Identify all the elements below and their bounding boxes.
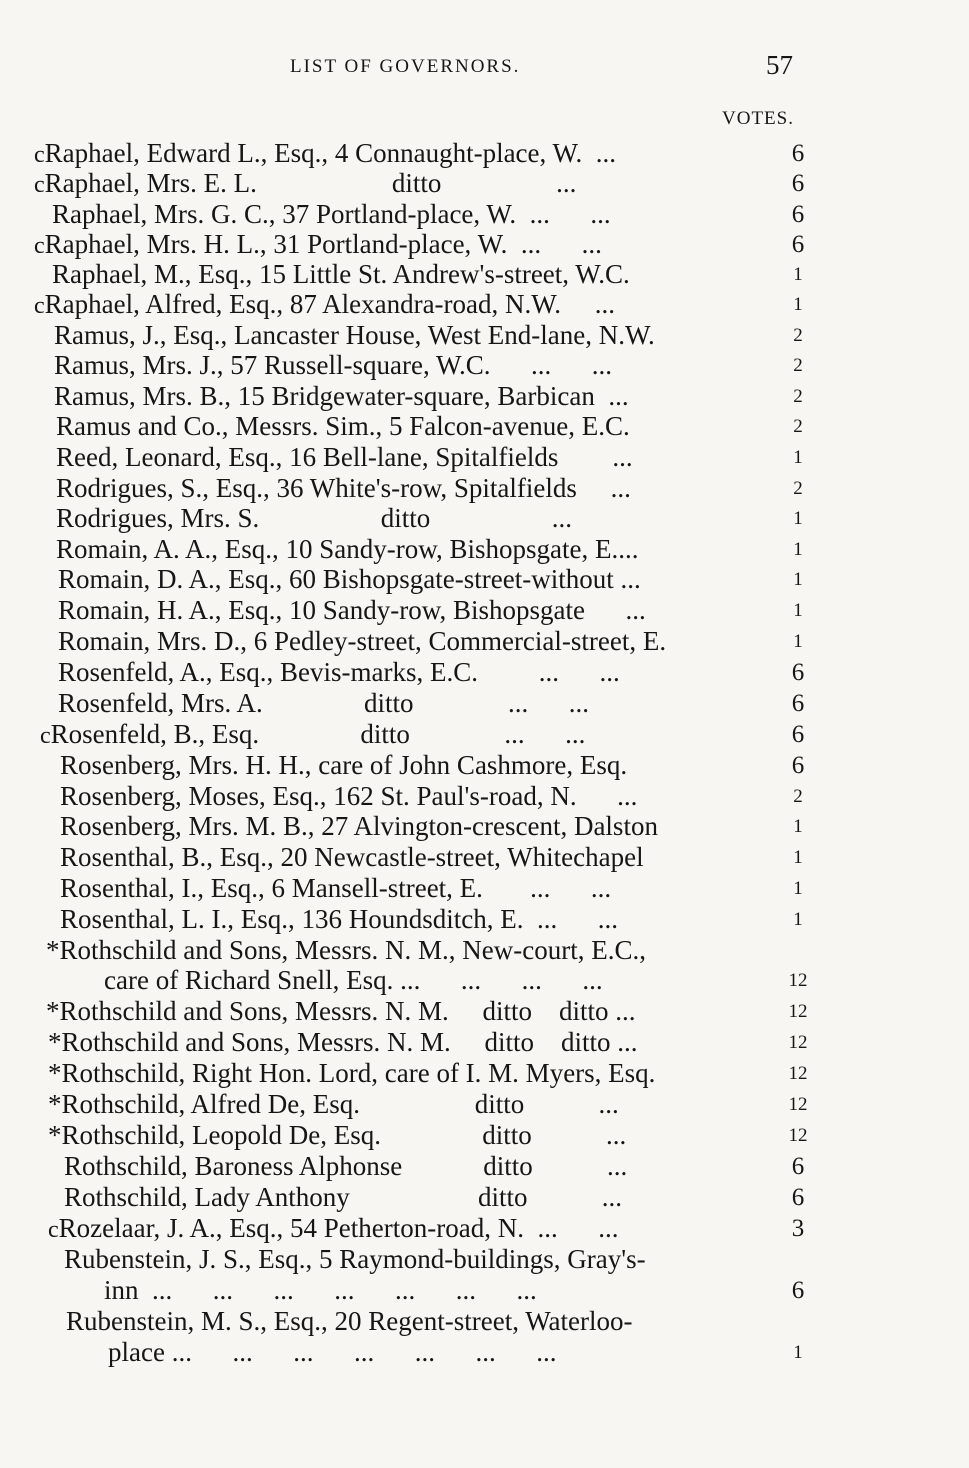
list-item: [48, 1058, 655, 1089]
entry-text: Rothschild, Lady Anthony ditto ...: [64, 1182, 622, 1212]
entry-mark: *: [46, 996, 60, 1026]
list-item: [48, 1027, 638, 1058]
entry-votes: 1: [793, 447, 803, 468]
list-item: [104, 1275, 537, 1306]
votes-column-heading: VOTES.: [722, 108, 794, 129]
list-item: [60, 842, 644, 873]
entry-votes: 6: [791, 140, 805, 167]
entry-text: Reed, Leonard, Esq., 16 Bell-lane, Spitalfields ...: [56, 442, 633, 472]
entry-text: Rothschild, Alfred De, Esq. ditto ...: [61, 1089, 619, 1119]
entry-votes: [778, 1244, 818, 1275]
entry-text: Rosenthal, B., Esq., 20 Newcastle-street, Whitechapel: [60, 842, 644, 872]
list-item: [58, 564, 641, 595]
list-item: [104, 965, 603, 996]
list-item: [58, 688, 589, 719]
list-item: [34, 229, 602, 260]
entry-votes: 1: [793, 1342, 803, 1363]
entry-votes: 6: [791, 1153, 805, 1180]
list-item: [60, 873, 611, 904]
entry-votes: 6: [791, 201, 805, 228]
list-item: [64, 1182, 622, 1213]
entry-text: Rosenthal, L. I., Esq., 136 Houndsditch, E. ... ...: [60, 904, 618, 934]
entry-text: Raphael, Mrs. G. C., 37 Portland-place, W. ... ...: [52, 199, 611, 229]
entry-text: Ramus, Mrs. B., 15 Bridgewater-square, Barbican ...: [54, 381, 629, 411]
entry-text: Raphael, Mrs. E. L. ditto ...: [44, 168, 577, 198]
list-item: [48, 1213, 618, 1244]
list-item: [60, 781, 637, 812]
list-item: [52, 199, 611, 230]
entry-text: Ramus, Mrs. J., 57 Russell-square, W.C. ... ...: [54, 350, 613, 380]
entry-text: Rothschild, Baroness Alphonse ditto ...: [64, 1151, 628, 1181]
entry-text: Rosenberg, Mrs. H. H., care of John Cashmore, Esq.: [60, 750, 628, 780]
entry-text: Rosenberg, Mrs. M. B., 27 Alvington-crescent, Dalston: [60, 811, 658, 841]
list-item: [54, 350, 612, 381]
entry-text: Raphael, Mrs. H. L., 31 Portland-place, W. ... ...: [44, 229, 602, 259]
entry-text: Rothschild and Sons, Messrs. N. M. ditto ditto ...: [59, 996, 636, 1026]
entry-text: Rosenfeld, Mrs. A. ditto ... ...: [58, 688, 589, 718]
entry-text: Ramus and Co., Messrs. Sim., 5 Falcon-avenue, E.C.: [56, 411, 630, 441]
entry-mark: c: [34, 233, 45, 259]
entry-votes: 1: [793, 569, 803, 590]
list-item: [60, 904, 618, 935]
entry-votes: 2: [793, 786, 803, 807]
entry-text: inn ... ... ... ... ... ... ...: [104, 1275, 537, 1305]
list-item: [56, 442, 633, 473]
entry-text: Romain, A. A., Esq., 10 Sandy-row, Bishopsgate, E....: [56, 534, 639, 564]
entry-votes: 12: [788, 1094, 808, 1115]
running-head: LIST OF GOVERNORS.: [290, 56, 521, 77]
list-item: [48, 1120, 626, 1151]
entry-votes: 2: [793, 355, 803, 376]
list-item: [56, 473, 631, 504]
entry-mark: *: [48, 1120, 62, 1150]
list-item: [64, 1151, 627, 1182]
entry-text: Romain, H. A., Esq., 10 Sandy-row, Bishopsgate ...: [58, 595, 646, 625]
entry-text: Rosenthal, I., Esq., 6 Mansell-street, E. ... ...: [60, 873, 612, 903]
entry-votes: 2: [793, 478, 803, 499]
list-item: [46, 935, 646, 966]
entry-mark: c: [34, 142, 45, 168]
entry-votes: 1: [793, 631, 803, 652]
entry-mark: c: [48, 1217, 59, 1243]
entry-votes: 1: [793, 294, 803, 315]
list-item: [52, 259, 630, 290]
entry-votes: 1: [793, 264, 803, 285]
list-item: [60, 811, 658, 842]
entry-mark: c: [40, 723, 51, 749]
entry-votes: 12: [788, 970, 808, 991]
list-item: [34, 138, 616, 169]
entry-mark: c: [34, 293, 45, 319]
entry-text: Ramus, J., Esq., Lancaster House, West End-lane, N.W.: [54, 320, 655, 350]
entry-mark: *: [48, 1027, 62, 1057]
list-item: [66, 1306, 633, 1337]
list-item: [108, 1337, 556, 1368]
list-item: [58, 626, 666, 657]
list-item: [60, 750, 627, 781]
entry-text: Rosenberg, Moses, Esq., 162 St. Paul's-road, N. ...: [60, 781, 638, 811]
list-item: [56, 503, 572, 534]
entry-text: Rubenstein, J. S., Esq., 5 Raymond-buildings, Gray's-: [64, 1244, 646, 1274]
entry-text: Rodrigues, Mrs. S. ditto ...: [56, 503, 573, 533]
entry-votes: 6: [791, 690, 805, 717]
entry-text: Romain, D. A., Esq., 60 Bishopsgate-street-without ...: [58, 564, 641, 594]
entry-votes: 2: [793, 416, 803, 437]
entry-text: Rothschild and Sons, Messrs. N. M. ditto ditto ...: [61, 1027, 638, 1057]
list-item: [46, 996, 636, 1027]
entry-votes: 6: [791, 752, 805, 779]
entry-votes: 6: [791, 659, 805, 686]
entry-votes: 6: [791, 1184, 805, 1211]
entry-text: Rothschild, Leopold De, Esq. ditto ...: [61, 1120, 627, 1150]
entry-votes: [778, 935, 818, 966]
entry-text: Romain, Mrs. D., 6 Pedley-street, Commercial-street, E.: [58, 626, 667, 656]
entry-votes: 2: [793, 325, 803, 346]
list-item: [58, 657, 620, 688]
entry-text: Rothschild, Right Hon. Lord, care of I. M. Myers, Esq.: [61, 1058, 656, 1088]
entry-votes: 6: [791, 1277, 805, 1304]
entry-text: Rozelaar, J. A., Esq., 54 Petherton-road, N. ... ...: [58, 1213, 619, 1243]
entry-votes: 6: [791, 721, 805, 748]
list-item: [54, 320, 655, 351]
list-item: [48, 1089, 619, 1120]
entry-votes: 6: [791, 231, 805, 258]
entry-votes: 12: [788, 1063, 808, 1084]
entry-text: Rubenstein, M. S., Esq., 20 Regent-street, Waterloo-: [66, 1306, 633, 1336]
entry-text: place ... ... ... ... ... ... ...: [108, 1337, 557, 1367]
list-item: [64, 1244, 646, 1275]
entry-text: Rothschild and Sons, Messrs. N. M., New-court, E.C.,: [59, 935, 646, 965]
page-number: 57: [766, 50, 793, 80]
list-item: [56, 534, 638, 565]
list-item: [34, 168, 576, 199]
entry-votes: 6: [791, 170, 805, 197]
page-header: [0, 50, 969, 90]
entry-votes: 1: [793, 878, 803, 899]
entry-votes: 12: [788, 1001, 808, 1022]
entry-text: care of Richard Snell, Esq. ... ... ... ...: [104, 965, 603, 995]
list-item: [56, 411, 630, 442]
entry-mark: c: [34, 172, 45, 198]
entry-mark: *: [46, 935, 60, 965]
list-item: [34, 289, 615, 320]
entry-votes: 12: [788, 1125, 808, 1146]
entry-votes: 1: [793, 539, 803, 560]
entry-text: Raphael, Edward L., Esq., 4 Connaught-place, W. ...: [44, 138, 617, 168]
entry-votes: [778, 1306, 818, 1337]
entry-votes: 1: [793, 847, 803, 868]
entry-text: Raphael, M., Esq., 15 Little St. Andrew's-street, W.C.: [52, 259, 630, 289]
entry-votes: 2: [793, 386, 803, 407]
entry-text: Rosenfeld, B., Esq. ditto ... ...: [50, 719, 586, 749]
list-item: [58, 595, 646, 626]
entry-votes: 3: [791, 1215, 805, 1242]
entry-votes: 1: [793, 508, 803, 529]
entry-votes: 1: [793, 816, 803, 837]
entry-text: Rosenfeld, A., Esq., Bevis-marks, E.C. ... ...: [58, 657, 620, 687]
entry-text: Raphael, Alfred, Esq., 87 Alexandra-road, N.W. ...: [44, 289, 616, 319]
list-item: [40, 719, 585, 750]
entry-text: Rodrigues, S., Esq., 36 White's-row, Spitalfields ...: [56, 473, 631, 503]
entry-votes: 12: [788, 1032, 808, 1053]
entry-mark: *: [48, 1058, 62, 1088]
entry-mark: *: [48, 1089, 62, 1119]
entry-votes: 1: [793, 600, 803, 621]
entry-votes: 1: [793, 909, 803, 930]
list-item: [54, 381, 629, 412]
